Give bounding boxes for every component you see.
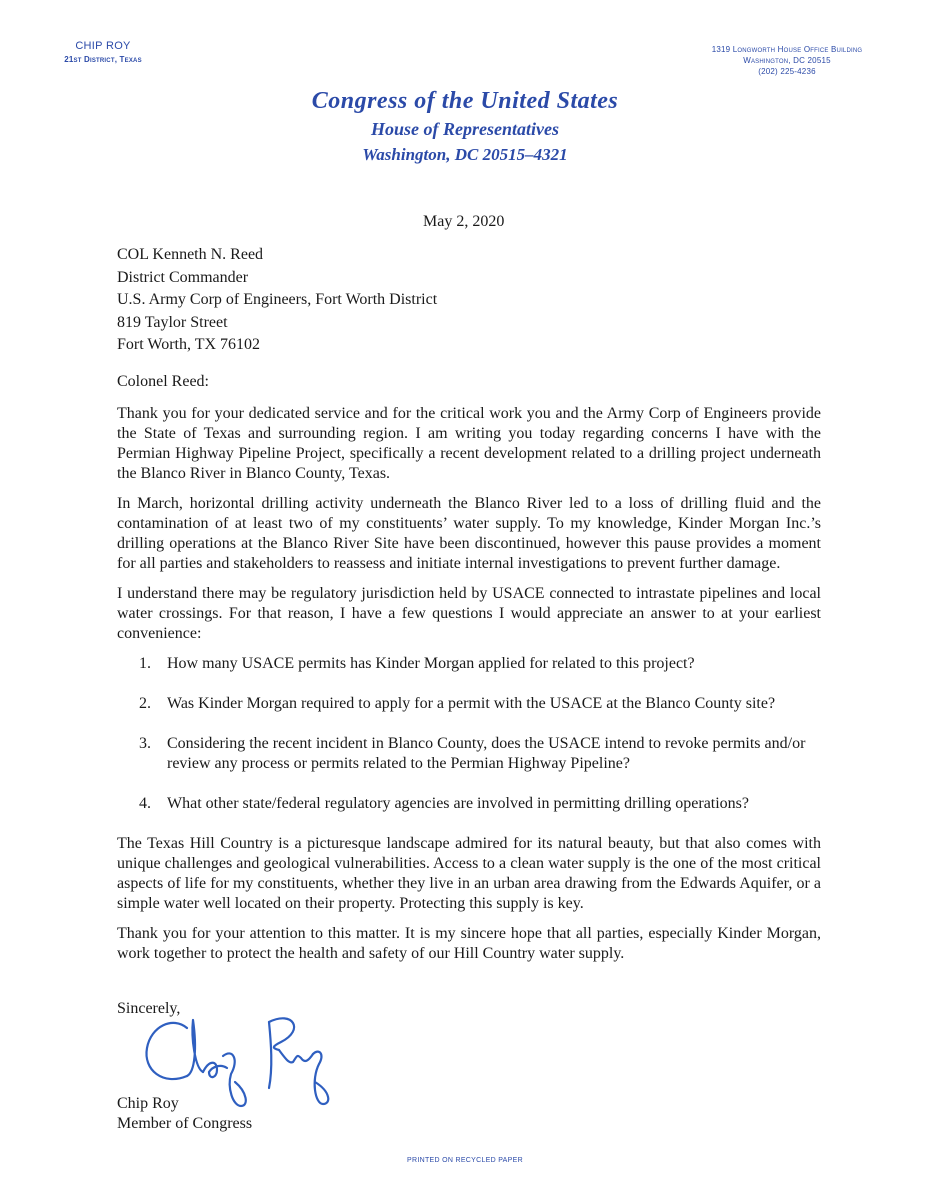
office-address-line-1: 1319 Longworth House Office Building [711, 45, 863, 54]
paragraph-4: The Texas Hill Country is a picturesque landscape admired for its natural beauty, but that also comes with unique challenges and geological vulnerabilities. Access to a clean water supply is the one of the most critical aspects of life for my constituents, whether they live in an urban area drawing from the Edwards Aquifer, or a simple water well located on their property. Protecting this supply is key. [117, 835, 821, 912]
masthead-city: Washington, DC 20515–4321 [362, 145, 568, 164]
paragraph-5: Thank you for your attention to this matter. It is my sincere hope that all parties, especially Kinder Morgan, work together to protect the health and safety of our Hill Country water supply. [117, 925, 821, 962]
question-number: 4. [139, 795, 151, 812]
letterhead-right [672, 44, 902, 77]
question-item [117, 694, 821, 714]
question-text: How many USACE permits has Kinder Morgan applied for related to this project? [167, 655, 695, 672]
paragraph-1: Thank you for your dedicated service and for the critical work you and the Army Corp of Engineers provide the State of Texas and surrounding region. I am writing you today regarding concerns I have with the Permian Highway Pipeline Project, specifically a recent development related to a drilling project underneath the Blanco River in Blanco County, Texas. [117, 405, 821, 482]
letter-body [117, 404, 821, 974]
masthead [0, 88, 930, 165]
closing: Sincerely, [117, 1000, 181, 1017]
masthead-house: House of Representatives [371, 119, 559, 139]
signatory-title: Member of Congress [117, 1115, 253, 1132]
recipient-line-3: U.S. Army Corp of Engineers, Fort Worth District [117, 291, 438, 308]
question-number: 2. [139, 695, 151, 712]
recipient-line-1: COL Kenneth N. Reed [117, 246, 264, 263]
recipient-line-4: 819 Taylor Street [117, 313, 228, 331]
paragraph-2: In March, horizontal drilling activity underneath the Blanco River led to a loss of drilling fluid and the contamination of at least two of my constituents’ water supply. To my knowledge, Kinder Morgan Inc.’s drilling operations at the Blanco River Site have been discontinued, however this pause provides a moment for all parties and stakeholders to reassess and initiate internal investigations to prevent further damage. [117, 495, 821, 572]
masthead-title: Congress of the United States [311, 88, 619, 114]
question-list [117, 654, 821, 814]
salutation: Colonel Reed: [117, 373, 209, 390]
recipient-line-2: District Commander [117, 268, 249, 286]
question-item [117, 734, 821, 774]
letter-date: May 2, 2020 [423, 213, 505, 230]
question-number: 1. [139, 655, 151, 672]
letterhead-left [38, 40, 168, 64]
question-number: 3. [139, 735, 151, 752]
representative-name: CHIP ROY [75, 40, 131, 52]
question-item [117, 794, 821, 814]
signatory [117, 1094, 252, 1134]
question-text: Was Kinder Morgan required to apply for a permit with the USACE at the Blanco County site? [167, 695, 776, 712]
question-item [117, 654, 821, 674]
paragraph-3: I understand there may be regulatory jurisdiction held by USACE connected to intrastate pipelines and local water crossings. For that reason, I have a few questions I would appreciate an answer to at your earliest convenience: [117, 585, 821, 642]
recipient-address [117, 244, 437, 357]
signatory-name: Chip Roy [117, 1095, 179, 1112]
office-phone: (202) 225-4236 [758, 67, 816, 76]
representative-district: 21st District, Texas [64, 55, 142, 64]
question-text: What other state/federal regulatory agencies are involved in permitting drilling operations? [167, 795, 750, 812]
recycled-paper-footer: PRINTED ON RECYCLED PAPER [407, 1157, 523, 1164]
office-address-line-2: Washington, DC 20515 [743, 56, 831, 65]
recipient-line-5: Fort Worth, TX 76102 [117, 336, 261, 353]
question-text: Considering the recent incident in Blanco County, does the USACE intend to revoke permits and/or review any process or permits related to the Permian Highway Pipeline? [167, 735, 806, 772]
